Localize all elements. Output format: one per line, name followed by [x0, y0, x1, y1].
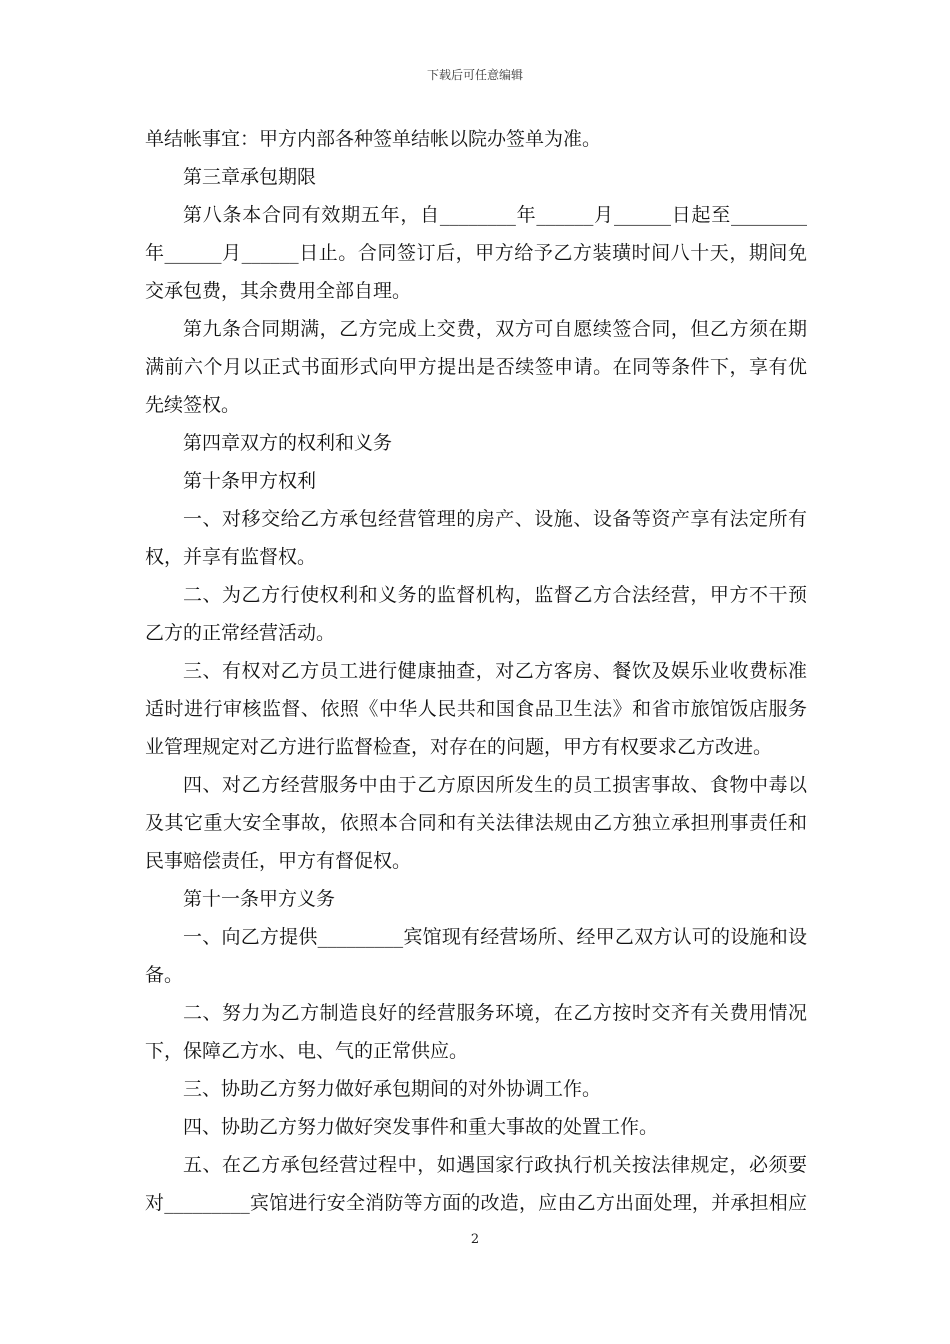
paragraph-line: 一、对移交给乙方承包经营管理的房产、设施、设备等资产享有法定所有 — [183, 508, 807, 530]
paragraph-line: 备。 — [145, 964, 184, 986]
paragraph-line: 适时进行审核监督、依照《中华人民共和国食品卫生法》和省市旅馆饭店服务 — [145, 698, 807, 720]
paragraph-line: 五、在乙方承包经营过程中，如遇国家行政执行机关按法律规定，必须要 — [183, 1154, 807, 1176]
paragraph-line: 交承包费，其余费用全部自理。 — [145, 280, 412, 302]
document-body — [145, 120, 807, 1222]
paragraph-line: 第九条合同期满，乙方完成上交费，双方可自愿续签合同，但乙方须在期 — [183, 318, 807, 340]
paragraph-line: 一、向乙方提供_________宾馆现有经营场所、经甲乙双方认可的设施和设 — [183, 926, 807, 948]
paragraph-line: 满前六个月以正式书面形式向甲方提出是否续签申请。在同等条件下，享有优 — [145, 356, 807, 378]
paragraph-line: 民事赔偿责任，甲方有督促权。 — [145, 850, 412, 872]
page-header: 下载后可任意编辑 — [426, 68, 523, 82]
paragraph-line: 三、有权对乙方员工进行健康抽查，对乙方客房、餐饮及娱乐业收费标准 — [183, 660, 807, 682]
paragraph-line: 单结帐事宜：甲方内部各种签单结帐以院办签单为准。 — [145, 128, 602, 150]
article-heading: 第十条甲方权利 — [183, 470, 317, 492]
paragraph-line: 先续签权。 — [145, 394, 241, 416]
paragraph-line: 业管理规定对乙方进行监督检查，对存在的问题，甲方有权要求乙方改进。 — [145, 736, 773, 758]
article-heading: 第十一条甲方义务 — [183, 888, 336, 910]
paragraph-line: 二、努力为乙方制造良好的经营服务环境，在乙方按时交齐有关费用情况 — [183, 1002, 807, 1024]
paragraph-line: 对_________宾馆进行安全消防等方面的改造，应由乙方出面处理，并承担相应 — [145, 1192, 807, 1214]
chapter-heading: 第四章双方的权利和义务 — [183, 432, 393, 454]
page-number: 2 — [470, 1232, 480, 1247]
paragraph-line: 乙方的正常经营活动。 — [145, 622, 336, 644]
paragraph-line: 四、协助乙方努力做好突发事件和重大事故的处置工作。 — [183, 1116, 659, 1138]
chapter-heading: 第三章承包期限 — [183, 166, 317, 188]
paragraph-line: 权，并享有监督权。 — [145, 546, 317, 568]
paragraph-line: 下，保障乙方水、电、气的正常供应。 — [145, 1040, 469, 1062]
paragraph-line: 第八条本合同有效期五年，自________年______月______日起至________ — [183, 204, 807, 226]
paragraph-line: 年______月______日止。合同签订后，甲方给予乙方装璜时间八十天，期间免 — [145, 242, 807, 264]
paragraph-line: 二、为乙方行使权利和义务的监督机构，监督乙方合法经营，甲方不干预 — [183, 584, 807, 606]
paragraph-line: 三、协助乙方努力做好承包期间的对外协调工作。 — [183, 1078, 602, 1100]
paragraph-line: 及其它重大安全事故，依照本合同和有关法律法规由乙方独立承担刑事责任和 — [145, 812, 807, 834]
paragraph-line: 四、对乙方经营服务中由于乙方原因所发生的员工损害事故、食物中毒以 — [183, 774, 807, 796]
